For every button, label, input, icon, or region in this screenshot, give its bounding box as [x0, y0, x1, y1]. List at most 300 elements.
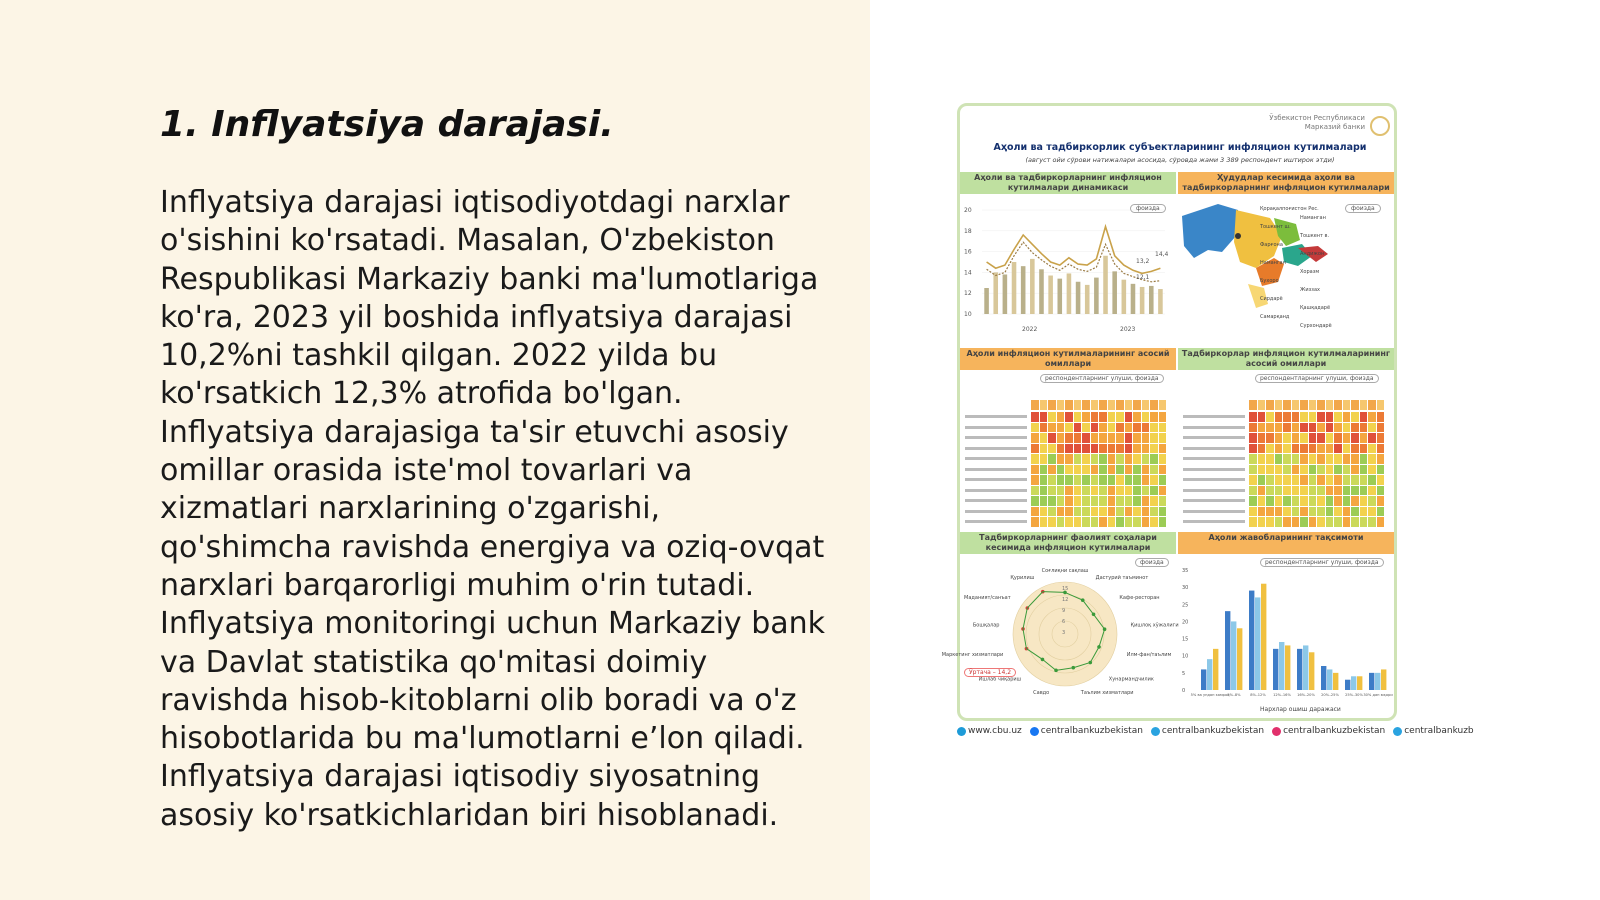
heatmap-cell — [1292, 517, 1300, 527]
heatmap-cell — [1150, 454, 1158, 464]
dist-bar — [1381, 669, 1386, 690]
heatmap-cell — [1249, 465, 1257, 475]
heatmap-cell — [1048, 486, 1056, 496]
dyn-year-2022: 2022 — [1022, 326, 1038, 333]
heatmap-row-label — [965, 510, 1027, 513]
heatmap-cell — [1159, 486, 1167, 496]
dyn-bar — [1149, 286, 1154, 314]
social-telegram[interactable]: centralbankuzbekistan — [1151, 724, 1264, 738]
heatmap-row-label — [1183, 478, 1245, 481]
dist-category-label: 16%–20% — [1297, 693, 1315, 697]
heatmap-cell — [1300, 475, 1308, 485]
heatmap-cell — [1360, 475, 1368, 485]
heatmap-cell — [1040, 496, 1048, 506]
heatmap-cell — [1258, 475, 1266, 485]
heatmap-cell — [1082, 507, 1090, 517]
heatmap-cell — [1317, 517, 1325, 527]
heatmap-cell — [1292, 496, 1300, 506]
heatmap-cell — [1133, 486, 1141, 496]
heatmap-cell — [1360, 444, 1368, 454]
heatmap-cell — [1249, 486, 1257, 496]
social-telegram-2[interactable]: centralbankuzb — [1393, 724, 1473, 738]
heatmap-header-cell — [1031, 400, 1039, 410]
heatmap-cell — [1377, 412, 1385, 422]
heatmap-cell — [1343, 433, 1351, 443]
dist-bar — [1321, 666, 1326, 690]
heatmap-cell — [1368, 412, 1376, 422]
heatmap-cell — [1150, 412, 1158, 422]
heatmap-row-label — [965, 489, 1027, 492]
heatmap-cell — [1283, 465, 1291, 475]
heatmap-cell — [1266, 507, 1274, 517]
heatmap-cell — [1360, 507, 1368, 517]
dist-category-label: 5%–8% — [1227, 693, 1241, 697]
heatmap-cell — [1048, 433, 1056, 443]
panel1-title: Аҳоли ва тадбиркорларнинг инфляцион кутилмалари динамикаси — [960, 172, 1176, 194]
heatmap-cell — [1116, 507, 1124, 517]
heatmap-cell — [1266, 454, 1274, 464]
heatmap-cell — [1326, 423, 1334, 433]
heatmap-cell — [1065, 433, 1073, 443]
heatmap-cell — [1360, 423, 1368, 433]
heatmap-header-cell — [1142, 400, 1150, 410]
heatmap-cell — [1360, 496, 1368, 506]
dist-category-label: 8%–12% — [1250, 693, 1266, 697]
heatmap-cell — [1065, 496, 1073, 506]
heatmap-cell — [1317, 454, 1325, 464]
heatmap-business — [1181, 386, 1391, 528]
heatmap-cell — [1082, 423, 1090, 433]
heatmap-cell — [1142, 475, 1150, 485]
heatmap-cell — [1159, 454, 1167, 464]
heatmap-households — [963, 386, 1173, 528]
heatmap-cell — [1031, 507, 1039, 517]
heatmap-cell — [1159, 433, 1167, 443]
heatmap-cell — [1326, 517, 1334, 527]
heatmap-cell — [1125, 475, 1133, 485]
heatmap-cell — [1275, 454, 1283, 464]
heatmap-cell — [1283, 433, 1291, 443]
heatmap-cell — [1317, 486, 1325, 496]
radar-tick-label: 6 — [1062, 619, 1066, 625]
heatmap-cell — [1133, 423, 1141, 433]
dist-category-label: 12%–16% — [1273, 693, 1291, 697]
heatmap-header-cell — [1074, 400, 1082, 410]
dist-category-label: 30% дан юқори — [1363, 693, 1393, 697]
heatmap-cell — [1317, 496, 1325, 506]
slide-body-text: Inflyatsiya darajasi iqtisodiyotdagi narxlar o'sishini ko'rsatadi. Masalan, O'zbekiston Respublikasi Markaziy banki ma'lumotlariga ko'ra, 2023 yil boshida inflyatsiya darajasi 10,2%ni tashkil qilgan. 2022 yilda bu ko'rsatkich 12,3% atrofida bo'lgan. Inflyatsiya darajasiga ta'sir etuvchi asosiy omillar orasida iste'mol tovarlari va xizmatlari narxlarining o'zgarishi, qo'shimcha ravishda energiya va oziq-ovqat narxlari barqarorligi muhim o'rin tutadi. Inflyatsiya monitoringi uchun Markaziy bank va Davlat statistika qo'mitasi doimiy ravishda hisob-kitoblarni olib boradi va o'z hisobotlarida bu ma'lumotlarni e’lon qiladi. Inflyatsiya darajasi iqtisodiy siyosatning asosiy ko'rsatkichlaridan biri hisoblanadi. — [160, 185, 826, 833]
heatmap-cell — [1099, 496, 1107, 506]
heatmap-cell — [1142, 486, 1150, 496]
heatmap-cell — [1351, 475, 1359, 485]
y-tick-label: 10 — [964, 311, 972, 318]
radar-axis-label: Маркетинг хизматлари — [941, 651, 1004, 658]
heatmap-cell — [1275, 423, 1283, 433]
heatmap-cell — [1368, 423, 1376, 433]
heatmap-cell — [1031, 412, 1039, 422]
heatmap-header-cell — [1275, 400, 1283, 410]
dist-bar — [1261, 584, 1266, 690]
heatmap-cell — [1031, 475, 1039, 485]
radar-axis-label: Соғлиқни сақлаш — [1041, 568, 1089, 574]
heatmap-cell — [1266, 412, 1274, 422]
heatmap-cell — [1326, 465, 1334, 475]
heatmap-cell — [1091, 412, 1099, 422]
heatmap-cell — [1099, 486, 1107, 496]
map-region-label: Наманган — [1300, 215, 1326, 221]
heatmap-cell — [1351, 423, 1359, 433]
y-tick-label: 12 — [964, 290, 972, 298]
map-region-label: Сирдарё — [1260, 296, 1283, 302]
map-region-label: Сурхондарё — [1300, 323, 1332, 329]
radar-axis-label: Илм-фан/таълим — [1126, 651, 1172, 658]
heatmap-cell — [1040, 433, 1048, 443]
heatmap-cell — [1360, 486, 1368, 496]
heatmap-cell — [1074, 486, 1082, 496]
heatmap-cell — [1275, 475, 1283, 485]
dyn-bar — [1076, 282, 1081, 314]
heatmap-cell — [1292, 475, 1300, 485]
heatmap-cell — [1116, 412, 1124, 422]
heatmap-cell — [1309, 412, 1317, 422]
heatmap-cell — [1040, 465, 1048, 475]
panel4-title: Тадбиркорлар инфляцион кутилмаларининг асосий омиллари — [1178, 348, 1394, 370]
dist-bar — [1297, 649, 1302, 690]
poster-title: Аҳоли ва тадбиркорлик субъектларининг инфляцион кутилмалари — [993, 142, 1367, 153]
heatmap-cell — [1057, 507, 1065, 517]
heatmap-header-cell — [1258, 400, 1266, 410]
heatmap-cell — [1351, 433, 1359, 443]
heatmap-cell — [1360, 465, 1368, 475]
heatmap-cell — [1048, 444, 1056, 454]
heatmap-cell — [1159, 517, 1167, 527]
heatmap-header-cell — [1309, 400, 1317, 410]
heatmap-cell — [1091, 444, 1099, 454]
heatmap-cell — [1091, 517, 1099, 527]
heatmap-cell — [1377, 444, 1385, 454]
heatmap-cell — [1159, 423, 1167, 433]
dist-bar — [1345, 680, 1350, 690]
heatmap-cell — [1258, 423, 1266, 433]
heatmap-cell — [1048, 475, 1056, 485]
heatmap-cell — [1116, 444, 1124, 454]
heatmap-row-label — [965, 415, 1027, 418]
dist-bar — [1369, 673, 1374, 690]
heatmap-cell — [1275, 507, 1283, 517]
heatmap-cell — [1309, 507, 1317, 517]
heatmap-cell — [1116, 475, 1124, 485]
heatmap-cell — [1377, 433, 1385, 443]
heatmap-cell — [1065, 444, 1073, 454]
heatmap-cell — [1249, 475, 1257, 485]
social-facebook[interactable]: centralbankuzbekistan — [1030, 724, 1143, 738]
heatmap-header-cell — [1150, 400, 1158, 410]
heatmap-header-cell — [1283, 400, 1291, 410]
heatmap-row-label — [965, 457, 1027, 460]
heatmap-cell — [1309, 465, 1317, 475]
heatmap-cell — [1116, 486, 1124, 496]
heatmap-row-label — [965, 447, 1027, 450]
heatmap-cell — [1133, 475, 1141, 485]
heatmap-cell — [1065, 517, 1073, 527]
heatmap-cell — [1159, 412, 1167, 422]
map-region-label: Жиззах — [1300, 287, 1320, 293]
heatmap-cell — [1048, 496, 1056, 506]
heatmap-cell — [1159, 496, 1167, 506]
heatmap-cell — [1377, 423, 1385, 433]
heatmap-cell — [1300, 517, 1308, 527]
heatmap-cell — [1142, 423, 1150, 433]
panel2-title: Ҳудудлар кесимида аҳоли ва тадбиркорларнинг инфляцион кутилмалари — [1178, 172, 1394, 194]
dyn-bar — [1140, 287, 1145, 314]
instagram-icon — [1272, 727, 1281, 736]
heatmap-cell — [1091, 433, 1099, 443]
heatmap-cell — [1368, 517, 1376, 527]
heatmap-cell — [1040, 412, 1048, 422]
heatmap3-caption: респондентларнинг улуши, фоизда — [1040, 374, 1164, 383]
dist-bar — [1231, 621, 1236, 690]
heatmap-cell — [1057, 486, 1065, 496]
heatmap-cell — [1292, 486, 1300, 496]
heatmap-cell — [1317, 475, 1325, 485]
dyn-bar — [1021, 266, 1026, 314]
dist-bar — [1327, 669, 1332, 690]
heatmap-cell — [1334, 517, 1342, 527]
heatmap-cell — [1159, 507, 1167, 517]
heatmap-cell — [1074, 517, 1082, 527]
heatmap-cell — [1343, 454, 1351, 464]
heatmap-cell — [1249, 496, 1257, 506]
heatmap-cell — [1125, 444, 1133, 454]
heatmap-cell — [1292, 444, 1300, 454]
heatmap-header-cell — [1334, 400, 1342, 410]
heatmap-cell — [1082, 465, 1090, 475]
heatmap-cell — [1099, 412, 1107, 422]
heatmap-row-label — [965, 520, 1027, 523]
heatmap-cell — [1258, 496, 1266, 506]
dyn-bar — [1039, 269, 1044, 314]
heatmap-cell — [1249, 412, 1257, 422]
heatmap-cell — [1275, 444, 1283, 454]
heatmap-cell — [1065, 486, 1073, 496]
heatmap-header-cell — [1317, 400, 1325, 410]
heatmap-cell — [1258, 507, 1266, 517]
heatmap4-caption: респондентларнинг улуши, фоизда — [1255, 374, 1379, 383]
heatmap-cell — [1150, 465, 1158, 475]
heatmap-cell — [1368, 486, 1376, 496]
heatmap-cell — [1258, 454, 1266, 464]
heatmap-cell — [1317, 412, 1325, 422]
dist-category-label: 20%–25% — [1321, 693, 1339, 697]
heatmap-cell — [1057, 475, 1065, 485]
heatmap-cell — [1266, 465, 1274, 475]
heatmap-cell — [1142, 444, 1150, 454]
heatmap-cell — [1116, 496, 1124, 506]
heatmap-cell — [1125, 507, 1133, 517]
heatmap-cell — [1108, 507, 1116, 517]
heatmap-cell — [1334, 444, 1342, 454]
dist-bar — [1249, 591, 1254, 690]
radar-axis-label: Маданият/санъат — [964, 594, 1011, 601]
heatmap-cell — [1065, 423, 1073, 433]
heatmap-cell — [1048, 465, 1056, 475]
social-web[interactable]: www.cbu.uz — [957, 724, 1022, 738]
heatmap-cell — [1082, 433, 1090, 443]
heatmap-cell — [1125, 412, 1133, 422]
heatmap-cell — [1377, 507, 1385, 517]
heatmap-cell — [1108, 412, 1116, 422]
heatmap-cell — [1074, 412, 1082, 422]
heatmap-row-label — [1183, 457, 1245, 460]
heatmap-cell — [1074, 465, 1082, 475]
heatmap-header-cell — [1159, 400, 1167, 410]
dyn-bar — [1048, 276, 1053, 314]
heatmap-cell — [1082, 444, 1090, 454]
dist-bar — [1333, 673, 1338, 690]
heatmap-cell — [1309, 454, 1317, 464]
heatmap-cell — [1091, 486, 1099, 496]
heatmap-cell — [1108, 517, 1116, 527]
heatmap-cell — [1040, 444, 1048, 454]
heatmap-cell — [1057, 465, 1065, 475]
heatmap-cell — [1334, 507, 1342, 517]
heatmap-cell — [1351, 517, 1359, 527]
heatmap-cell — [1108, 486, 1116, 496]
heatmap-cell — [1116, 433, 1124, 443]
heatmap-cell — [1326, 444, 1334, 454]
radar-axis-label: Савдо — [1033, 690, 1050, 697]
heatmap-cell — [1249, 454, 1257, 464]
dist-tick-label: 20 — [1182, 619, 1189, 626]
map-region-label: Тошкент ш. — [1260, 224, 1291, 230]
heatmap-cell — [1150, 444, 1158, 454]
heatmap-cell — [1334, 412, 1342, 422]
radar-axis-label: Хунармандчилик — [1108, 676, 1154, 683]
dist-bar — [1237, 628, 1242, 690]
heatmap-cell — [1082, 517, 1090, 527]
heatmap-cell — [1368, 433, 1376, 443]
heatmap-cell — [1360, 517, 1368, 527]
heatmap-cell — [1125, 486, 1133, 496]
heatmap-header-cell — [1351, 400, 1359, 410]
dist-bar — [1351, 676, 1356, 690]
heatmap-cell — [1249, 423, 1257, 433]
heatmap-cell — [1108, 496, 1116, 506]
dyn-bar — [1085, 285, 1090, 314]
social-instagram[interactable]: centralbankuzbekistan — [1272, 724, 1385, 738]
heatmap-cell — [1150, 507, 1158, 517]
heatmap-cell — [1309, 517, 1317, 527]
heatmap-cell — [1091, 496, 1099, 506]
heatmap-cell — [1300, 433, 1308, 443]
heatmap-cell — [1108, 423, 1116, 433]
heatmap-header-cell — [1133, 400, 1141, 410]
heatmap-cell — [1343, 465, 1351, 475]
panel5-title: Тадбиркорларнинг фаолият соҳалари кесимида инфляцион кутилмалари — [960, 532, 1176, 554]
heatmap-cell — [1343, 423, 1351, 433]
heatmap-cell — [1300, 496, 1308, 506]
heatmap-cell — [1300, 507, 1308, 517]
heatmap-cell — [1283, 423, 1291, 433]
heatmap-cell — [1326, 507, 1334, 517]
heatmap-cell — [1065, 465, 1073, 475]
heatmap-cell — [1159, 444, 1167, 454]
heatmap-cell — [1031, 496, 1039, 506]
radar-axis-label: Ишлаб чиқариш — [978, 676, 1022, 683]
heatmap-header-cell — [1099, 400, 1107, 410]
heatmap-cell — [1031, 444, 1039, 454]
heatmap-cell — [1326, 496, 1334, 506]
heatmap-cell — [1326, 433, 1334, 443]
heatmap-cell — [1377, 475, 1385, 485]
heatmap-cell — [1343, 507, 1351, 517]
radar-badge: Ўртача – 14,2 — [964, 668, 1016, 677]
heatmap-cell — [1142, 433, 1150, 443]
heatmap-cell — [1309, 444, 1317, 454]
heatmap-cell — [1266, 444, 1274, 454]
heatmap-cell — [1351, 496, 1359, 506]
dyn-bar — [1012, 262, 1017, 314]
heatmap-cell — [1292, 412, 1300, 422]
heatmap-cell — [1031, 423, 1039, 433]
heatmap-row-label — [965, 499, 1027, 502]
heatmap-row-label — [1183, 415, 1245, 418]
heatmap-cell — [1133, 433, 1141, 443]
map-region-label: Қашқадарё — [1300, 305, 1331, 311]
dynamics-chart — [960, 196, 1176, 346]
heatmap-cell — [1108, 444, 1116, 454]
radar-tick-label: 3 — [1062, 630, 1066, 636]
heatmap-cell — [1082, 475, 1090, 485]
heatmap-cell — [1108, 433, 1116, 443]
heatmap-row-label — [965, 468, 1027, 471]
dist-bar — [1285, 645, 1290, 690]
heatmap-cell — [1317, 444, 1325, 454]
heatmap-cell — [1074, 423, 1082, 433]
heatmap-cell — [1065, 412, 1073, 422]
radar-tick-label: 12 — [1062, 597, 1069, 603]
heatmap-cell — [1258, 412, 1266, 422]
heatmap-cell — [1283, 475, 1291, 485]
panel6-title: Аҳоли жавобларининг тақсимоти — [1178, 532, 1394, 554]
map-region-label: Наманган — [1260, 260, 1286, 266]
heatmap-cell — [1368, 507, 1376, 517]
heatmap-header-cell — [1249, 400, 1257, 410]
heatmap-cell — [1258, 444, 1266, 454]
heatmap-cell — [1150, 496, 1158, 506]
heatmap-cell — [1351, 444, 1359, 454]
heatmap-cell — [1360, 454, 1368, 464]
heatmap-cell — [1150, 517, 1158, 527]
slide-title: 1. Inflyatsiya darajasi. — [160, 104, 614, 145]
heatmap-cell — [1125, 465, 1133, 475]
heatmap-cell — [1040, 486, 1048, 496]
heatmap-cell — [1031, 454, 1039, 464]
heatmap-cell — [1099, 465, 1107, 475]
heatmap-cell — [1326, 454, 1334, 464]
heatmap-cell — [1283, 412, 1291, 422]
dist-bar — [1357, 676, 1362, 690]
heatmap-row-label — [1183, 426, 1245, 429]
heatmap-cell — [1091, 423, 1099, 433]
heatmap-cell — [1133, 454, 1141, 464]
dyn-end-label-a: 14,4 — [1155, 251, 1169, 258]
dist-tick-label: 0 — [1182, 688, 1186, 694]
heatmap-cell — [1249, 517, 1257, 527]
heatmap-cell — [1275, 517, 1283, 527]
heatmap-cell — [1150, 423, 1158, 433]
heatmap-header-cell — [1082, 400, 1090, 410]
